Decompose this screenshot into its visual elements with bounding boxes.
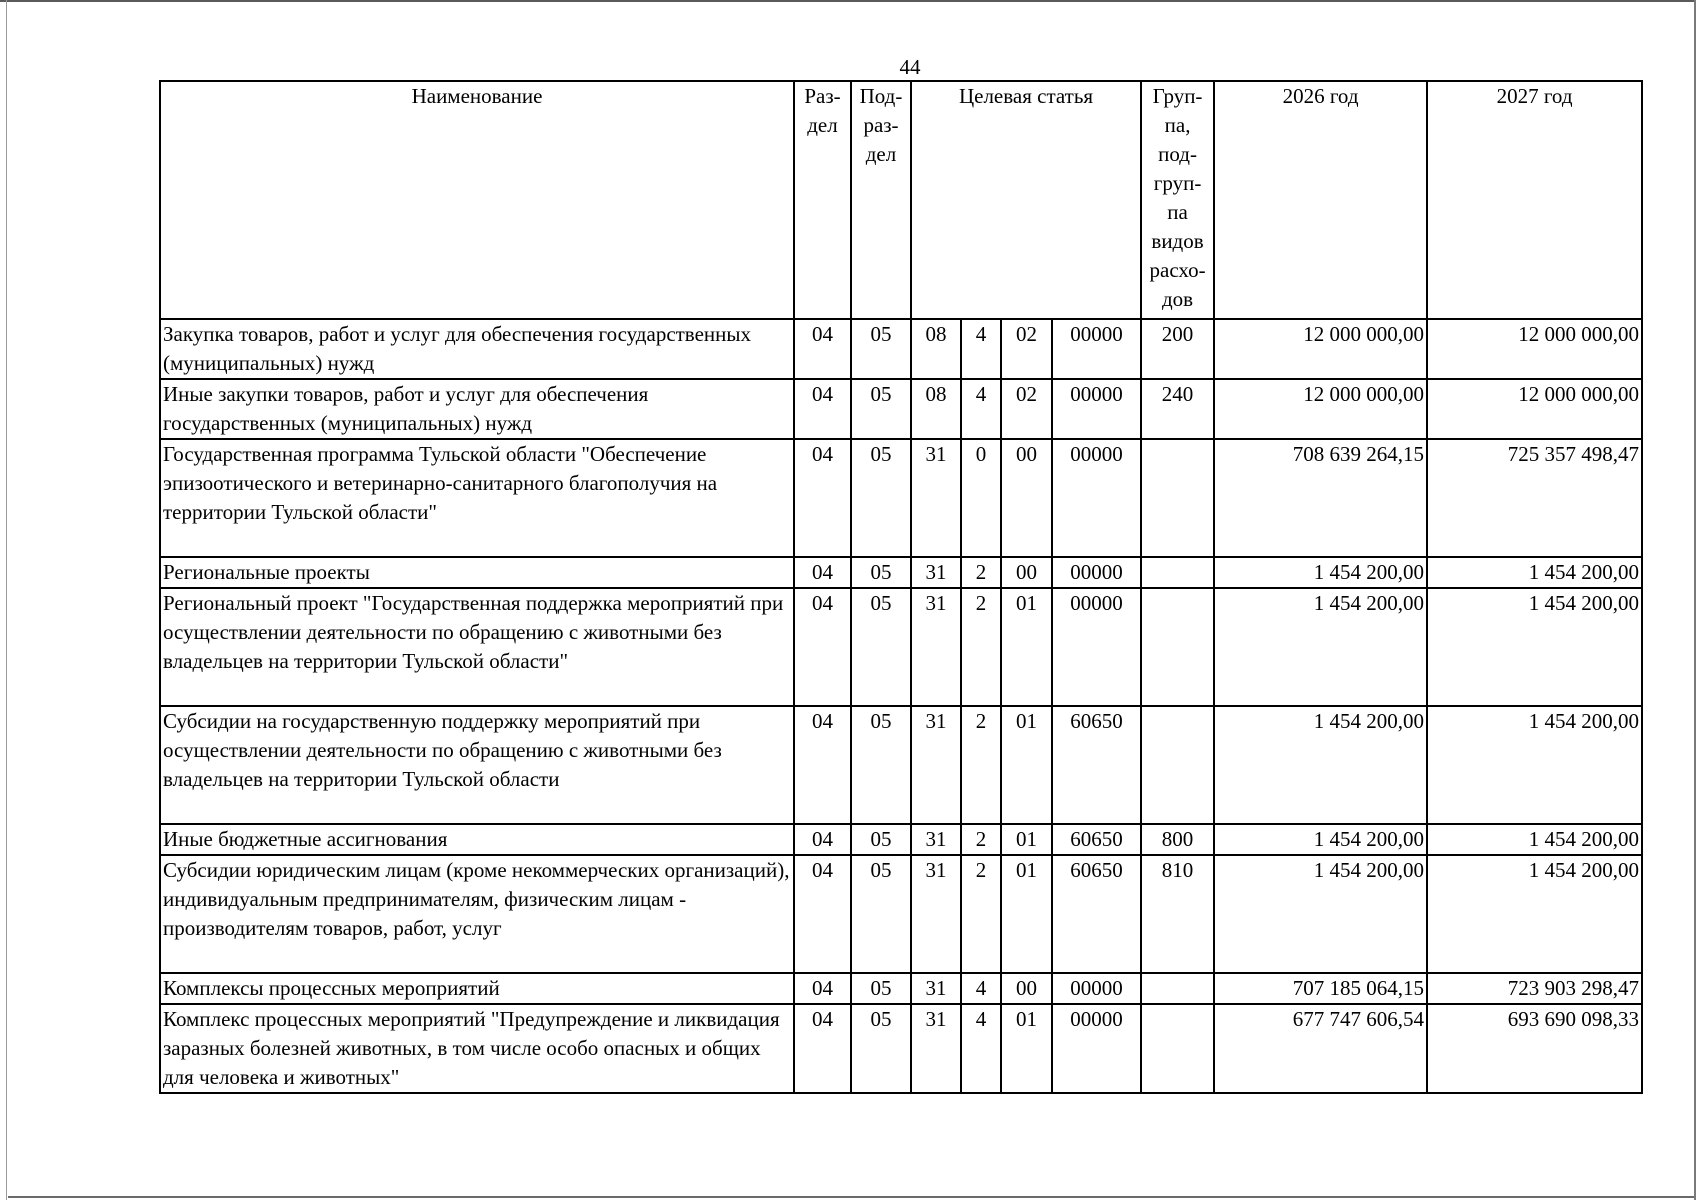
row-amount-2026: 12 000 000,00 — [1214, 319, 1427, 379]
row-target-type: 4 — [961, 319, 1001, 379]
row-amount-2026: 12 000 000,00 — [1214, 379, 1427, 439]
row-section: 04 — [794, 973, 851, 1004]
row-target-program: 31 — [911, 439, 961, 557]
row-name: Субсидии юридическим лицам (кроме некоммерческих организаций), индивидуальным предпринимателям, физическим лицам - производителям товаров, работ, услуг — [160, 855, 794, 973]
row-target-subtype: 00 — [1001, 439, 1052, 557]
row-name: Региональные проекты — [160, 557, 794, 588]
row-amount-2026: 707 185 064,15 — [1214, 973, 1427, 1004]
row-target-type: 0 — [961, 439, 1001, 557]
row-amount-2026: 677 747 606,54 — [1214, 1004, 1427, 1093]
row-amount-2027: 1 454 200,00 — [1427, 588, 1642, 706]
row-expense-type: 240 — [1141, 379, 1214, 439]
row-amount-2027: 1 454 200,00 — [1427, 706, 1642, 824]
row-subsection: 05 — [851, 973, 911, 1004]
row-target-type: 2 — [961, 706, 1001, 824]
table-header-row — [160, 81, 1642, 319]
row-target-direction: 00000 — [1052, 557, 1141, 588]
table-row — [160, 439, 1642, 557]
row-target-direction: 00000 — [1052, 1004, 1141, 1093]
row-target-direction: 60650 — [1052, 706, 1141, 824]
row-target-program: 31 — [911, 557, 961, 588]
header-target-article: Целевая статья — [911, 81, 1141, 319]
page-border-top — [0, 0, 1696, 2]
table-row — [160, 706, 1642, 824]
row-target-direction: 60650 — [1052, 824, 1141, 855]
table-row — [160, 824, 1642, 855]
row-target-subtype: 01 — [1001, 855, 1052, 973]
row-expense-type — [1141, 588, 1214, 706]
row-target-subtype: 02 — [1001, 379, 1052, 439]
table-row — [160, 855, 1642, 973]
row-target-program: 31 — [911, 855, 961, 973]
row-target-program: 31 — [911, 824, 961, 855]
row-target-type: 2 — [961, 824, 1001, 855]
row-amount-2027: 1 454 200,00 — [1427, 557, 1642, 588]
row-amount-2027: 693 690 098,33 — [1427, 1004, 1642, 1093]
row-target-subtype: 02 — [1001, 319, 1052, 379]
header-subsection: Под- раз- дел — [851, 81, 911, 319]
row-subsection: 05 — [851, 1004, 911, 1093]
row-section: 04 — [794, 855, 851, 973]
table-row — [160, 588, 1642, 706]
row-subsection: 05 — [851, 588, 911, 706]
row-name: Иные бюджетные ассигнования — [160, 824, 794, 855]
row-name: Субсидии на государственную поддержку мероприятий при осуществлении деятельности по обращению с животными без владельцев на территории Тульской области — [160, 706, 794, 824]
row-target-program: 08 — [911, 319, 961, 379]
row-target-type: 4 — [961, 973, 1001, 1004]
row-target-direction: 00000 — [1052, 379, 1141, 439]
row-expense-type — [1141, 973, 1214, 1004]
row-name: Региональный проект "Государственная поддержка мероприятий при осуществлении деятельности по обращению с животными без владельцев на территории Тульской области" — [160, 588, 794, 706]
table-row — [160, 973, 1642, 1004]
table-row — [160, 1004, 1642, 1093]
row-target-type: 4 — [961, 1004, 1001, 1093]
row-expense-type: 810 — [1141, 855, 1214, 973]
row-target-program: 31 — [911, 706, 961, 824]
row-target-type: 2 — [961, 588, 1001, 706]
row-section: 04 — [794, 319, 851, 379]
row-amount-2027: 723 903 298,47 — [1427, 973, 1642, 1004]
row-target-direction: 00000 — [1052, 973, 1141, 1004]
row-amount-2026: 1 454 200,00 — [1214, 706, 1427, 824]
row-target-type: 4 — [961, 379, 1001, 439]
row-target-subtype: 00 — [1001, 557, 1052, 588]
row-subsection: 05 — [851, 439, 911, 557]
budget-table — [159, 80, 1643, 1094]
row-section: 04 — [794, 557, 851, 588]
row-target-subtype: 01 — [1001, 588, 1052, 706]
row-subsection: 05 — [851, 855, 911, 973]
row-target-direction: 00000 — [1052, 588, 1141, 706]
row-amount-2026: 1 454 200,00 — [1214, 855, 1427, 973]
row-name: Закупка товаров, работ и услуг для обеспечения государственных (муниципальных) нужд — [160, 319, 794, 379]
page-border-bottom — [8, 1196, 1696, 1198]
header-year-2027: 2027 год — [1427, 81, 1642, 319]
row-name: Иные закупки товаров, работ и услуг для обеспечения государственных (муниципальных) нужд — [160, 379, 794, 439]
page-number: 44 — [899, 55, 921, 79]
row-section: 04 — [794, 1004, 851, 1093]
row-target-type: 2 — [961, 557, 1001, 588]
row-target-subtype: 01 — [1001, 824, 1052, 855]
header-expense-group: Груп- па, под- груп- па видов расхо- дов — [1141, 81, 1214, 319]
row-name: Комплекс процессных мероприятий "Предупреждение и ликвидация заразных болезней животных, в том числе особо опасных и общих для человека и животных" — [160, 1004, 794, 1093]
row-subsection: 05 — [851, 379, 911, 439]
row-expense-type — [1141, 1004, 1214, 1093]
row-target-program: 31 — [911, 1004, 961, 1093]
row-name: Государственная программа Тульской области "Обеспечение эпизоотического и ветеринарно-санитарного благополучия на территории Тульской области" — [160, 439, 794, 557]
row-target-direction: 60650 — [1052, 855, 1141, 973]
page-border-left — [6, 0, 7, 1200]
row-section: 04 — [794, 824, 851, 855]
row-subsection: 05 — [851, 557, 911, 588]
header-year-2026: 2026 год — [1214, 81, 1427, 319]
row-amount-2027: 12 000 000,00 — [1427, 319, 1642, 379]
row-expense-type — [1141, 557, 1214, 588]
row-amount-2026: 708 639 264,15 — [1214, 439, 1427, 557]
row-name: Комплексы процессных мероприятий — [160, 973, 794, 1004]
row-expense-type: 800 — [1141, 824, 1214, 855]
row-subsection: 05 — [851, 824, 911, 855]
row-expense-type — [1141, 439, 1214, 557]
table-row — [160, 319, 1642, 379]
row-expense-type: 200 — [1141, 319, 1214, 379]
row-amount-2027: 725 357 498,47 — [1427, 439, 1642, 557]
row-section: 04 — [794, 588, 851, 706]
row-expense-type — [1141, 706, 1214, 824]
row-target-direction: 00000 — [1052, 439, 1141, 557]
row-amount-2026: 1 454 200,00 — [1214, 588, 1427, 706]
row-section: 04 — [794, 439, 851, 557]
row-amount-2026: 1 454 200,00 — [1214, 557, 1427, 588]
row-amount-2027: 1 454 200,00 — [1427, 824, 1642, 855]
row-target-program: 31 — [911, 588, 961, 706]
row-target-type: 2 — [961, 855, 1001, 973]
row-subsection: 05 — [851, 706, 911, 824]
row-amount-2027: 12 000 000,00 — [1427, 379, 1642, 439]
row-section: 04 — [794, 706, 851, 824]
row-amount-2027: 1 454 200,00 — [1427, 855, 1642, 973]
row-amount-2026: 1 454 200,00 — [1214, 824, 1427, 855]
row-target-subtype: 01 — [1001, 706, 1052, 824]
row-section: 04 — [794, 379, 851, 439]
table-row — [160, 379, 1642, 439]
row-target-program: 08 — [911, 379, 961, 439]
row-target-subtype: 00 — [1001, 973, 1052, 1004]
row-target-subtype: 01 — [1001, 1004, 1052, 1093]
header-name: Наименование — [160, 81, 794, 319]
table-row — [160, 557, 1642, 588]
header-section: Раз- дел — [794, 81, 851, 319]
row-target-direction: 00000 — [1052, 319, 1141, 379]
row-subsection: 05 — [851, 319, 911, 379]
row-target-program: 31 — [911, 973, 961, 1004]
